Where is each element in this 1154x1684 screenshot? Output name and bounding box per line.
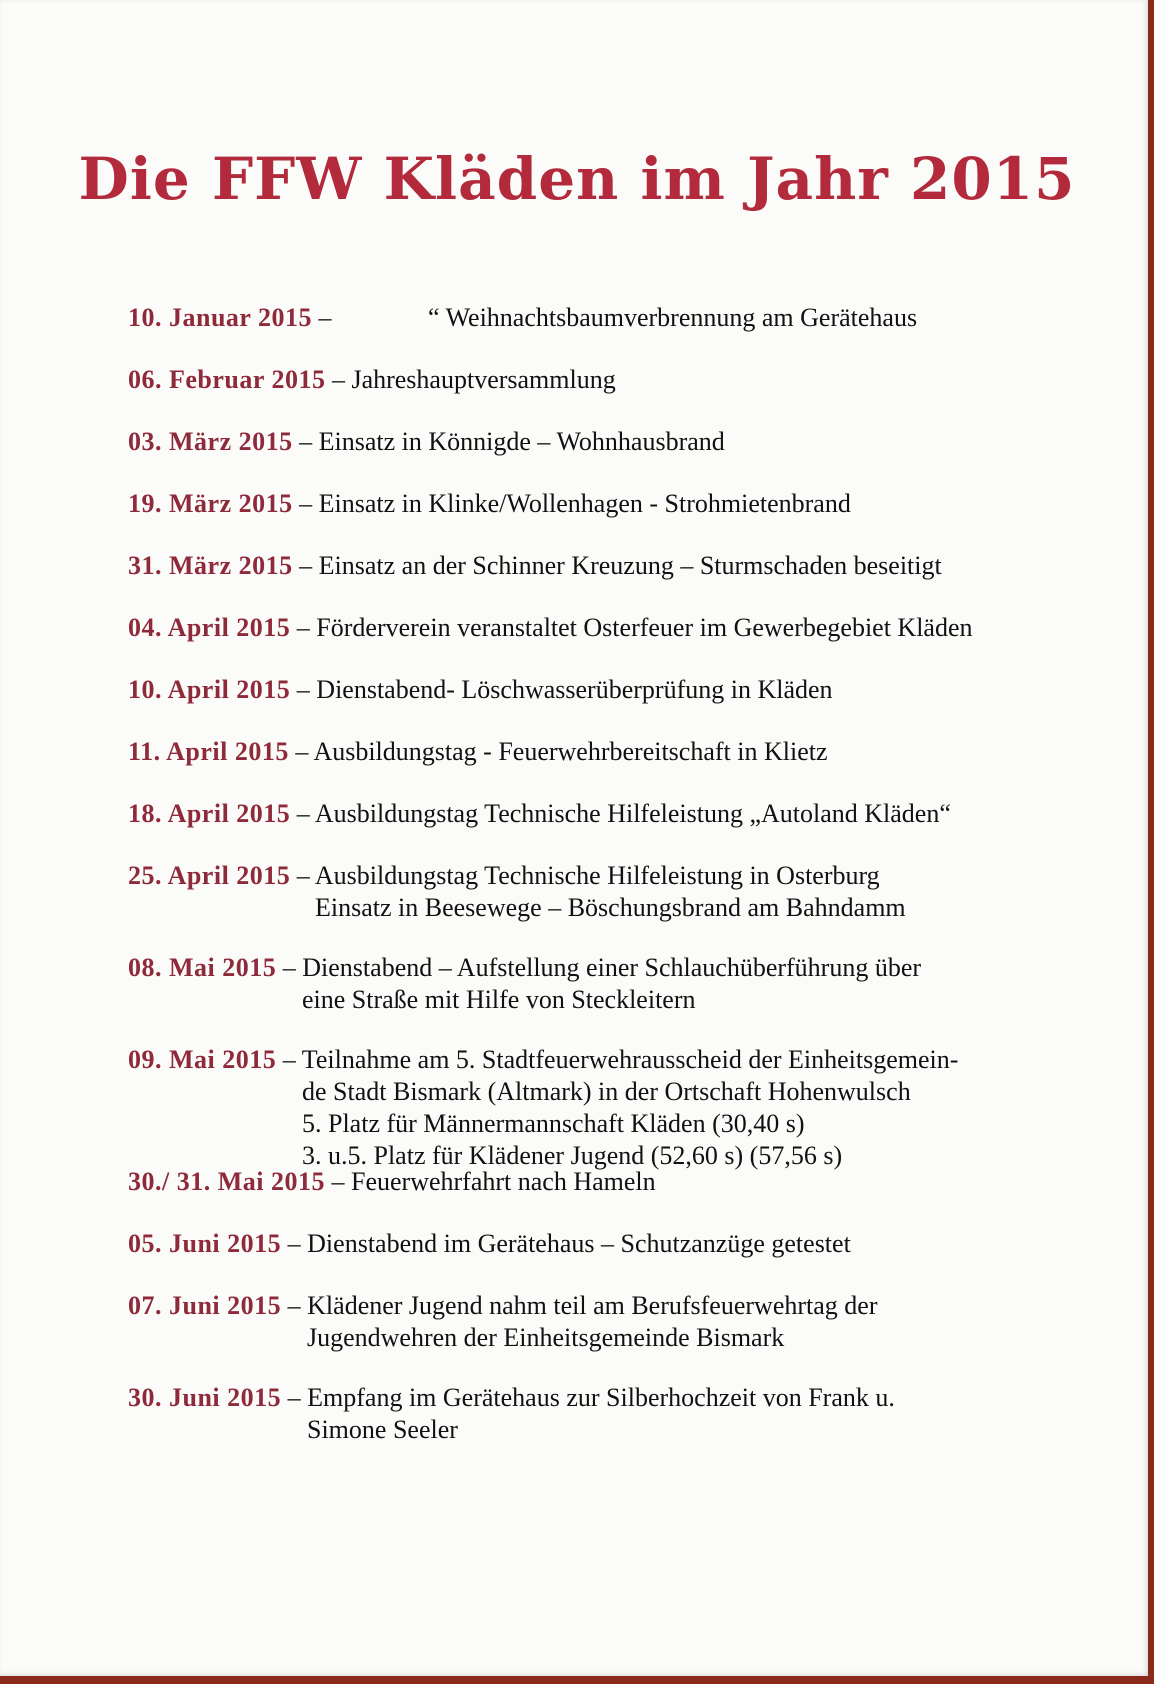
event-text: Klädener Jugend nahm teil am Berufsfeuerwehrtag der (307, 1291, 878, 1320)
event-date: 10. Januar 2015 (128, 303, 312, 332)
event-entry (128, 364, 1028, 396)
date-separator: – (288, 737, 314, 766)
event-text: Ausbildungstag Technische Hilfeleistung „Autoland Kläden“ (314, 799, 951, 828)
date-separator: – (290, 861, 315, 890)
event-text: Einsatz an der Schinner Kreuzung – Sturmschaden beseitigt (318, 551, 942, 580)
event-line (128, 952, 1028, 984)
event-text: Dienstabend – Aufstellung einer Schlauchüberführung über (302, 953, 922, 982)
event-date: 10. April 2015 (128, 675, 291, 704)
event-line (128, 1228, 1028, 1260)
event-date: 30. Juni 2015 (128, 1383, 282, 1412)
event-text-continued: eine Straße mit Hilfe von Steckleitern (302, 985, 696, 1014)
event-entry (128, 860, 1028, 924)
date-separator: – (312, 303, 338, 332)
event-text: Teilnahme am 5. Stadtfeuerwehrausscheid der Einheitsgemein- (301, 1045, 959, 1074)
event-date: 11. April 2015 (128, 737, 289, 766)
event-line (128, 1044, 1028, 1076)
event-entry (128, 798, 1028, 830)
event-date: 19. März 2015 (128, 489, 293, 518)
event-line (128, 364, 1028, 396)
event-line (128, 302, 1028, 334)
event-entry (128, 1290, 1028, 1354)
date-separator: – (292, 551, 319, 580)
event-text-continued: de Stadt Bismark (Altmark) in der Ortschaft Hohenwulsch (302, 1077, 911, 1106)
event-text-continued: 3. u.5. Platz für Klädener Jugend (52,60 s) (57,56 s) (302, 1141, 843, 1170)
event-entry (128, 488, 1028, 520)
date-separator: – (290, 799, 315, 828)
event-date: 09. Mai 2015 (128, 1045, 277, 1074)
event-entry (128, 550, 1028, 582)
date-separator: – (290, 613, 317, 642)
event-entry (128, 1044, 1028, 1172)
date-separator: – (290, 675, 317, 704)
event-entry (128, 1166, 1028, 1198)
event-text: “ Weihnachtsbaumverbrennung am Gerätehaus (428, 303, 918, 332)
event-date: 30./ 31. Mai 2015 (128, 1167, 325, 1196)
event-entry (128, 674, 1028, 706)
event-text-continued: 5. Platz für Männermannschaft Kläden (30,40 s) (302, 1109, 805, 1138)
event-text: Ausbildungstag Technische Hilfeleistung in Osterburg (314, 861, 880, 890)
event-entry (128, 426, 1028, 458)
event-entry (128, 302, 1028, 334)
event-line (128, 426, 1028, 458)
event-date: 18. April 2015 (128, 799, 291, 828)
date-separator: – (281, 1383, 308, 1412)
event-line (128, 860, 1028, 892)
event-text: Ausbildungstag - Feuerwehrbereitschaft in Klietz (313, 737, 828, 766)
event-line (128, 1290, 1028, 1322)
event-line (128, 1166, 1028, 1198)
event-text: Empfang im Gerätehaus zur Silberhochzeit von Frank u. (307, 1383, 895, 1412)
event-date: 05. Juni 2015 (128, 1229, 282, 1258)
event-text: Einsatz in Klinke/Wollenhagen - Strohmietenbrand (318, 489, 851, 518)
event-line (128, 798, 1028, 830)
event-text: Förderverein veranstaltet Osterfeuer im Gewerbegebiet Kläden (316, 613, 973, 642)
date-separator: – (276, 1045, 302, 1074)
date-separator: – (325, 1167, 351, 1196)
page-title: Die FFW Kläden im Jahr 2015 (78, 145, 1076, 213)
event-text-continued: Einsatz in Beesewege – Böschungsbrand am Bahndamm (315, 893, 906, 922)
date-separator: – (281, 1291, 308, 1320)
event-line (128, 550, 1028, 582)
event-text: Jahreshauptversammlung (351, 365, 616, 394)
event-date: 25. April 2015 (128, 861, 291, 890)
date-separator: – (292, 427, 319, 456)
event-entry (128, 1228, 1028, 1260)
event-text: Einsatz in Könnigde – Wohnhausbrand (318, 427, 725, 456)
event-date: 06. Februar 2015 (128, 365, 326, 394)
date-separator: – (325, 365, 352, 394)
event-date: 07. Juni 2015 (128, 1291, 282, 1320)
event-date: 03. März 2015 (128, 427, 293, 456)
event-entry (128, 952, 1028, 1016)
event-entry (128, 736, 1028, 768)
event-text-continued: Simone Seeler (307, 1415, 458, 1444)
event-date: 31. März 2015 (128, 551, 293, 580)
event-text: Feuerwehrfahrt nach Hameln (351, 1167, 656, 1196)
event-entry (128, 1382, 1028, 1446)
date-separator: – (292, 489, 319, 518)
event-line (128, 1382, 1028, 1414)
event-line (128, 488, 1028, 520)
event-text-continued: Jugendwehren der Einheitsgemeinde Bismark (307, 1323, 785, 1352)
event-date: 04. April 2015 (128, 613, 291, 642)
event-line (128, 736, 1028, 768)
date-separator: – (281, 1229, 308, 1258)
event-text: Dienstabend- Löschwasserüberprüfung in Kläden (316, 675, 833, 704)
date-separator: – (276, 953, 303, 982)
event-line (128, 674, 1028, 706)
event-date: 08. Mai 2015 (128, 953, 277, 982)
event-entry (128, 612, 1028, 644)
event-line (128, 612, 1028, 644)
event-text: Dienstabend im Gerätehaus – Schutzanzüge getestet (307, 1229, 851, 1258)
